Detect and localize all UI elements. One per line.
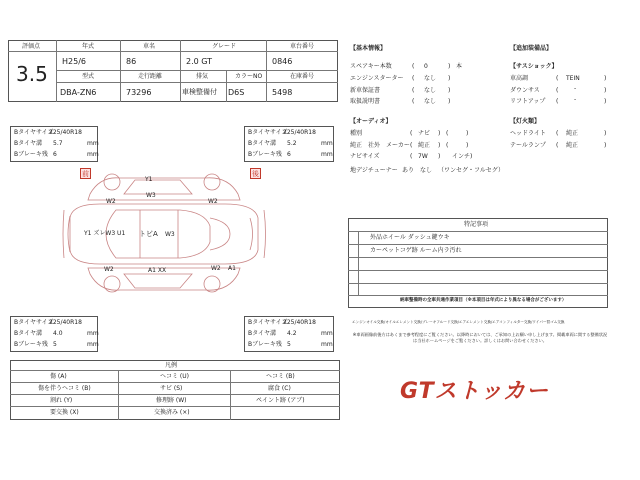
- transmission-value: D6S: [228, 88, 245, 97]
- legend-item: サビ (S): [160, 385, 183, 392]
- audio-maker-value: 純正: [418, 142, 431, 149]
- tire-size-label: Bタイヤサイズ: [248, 129, 288, 136]
- tire-depth-value: 4.0: [53, 330, 63, 337]
- score-label: 評価点: [22, 43, 41, 50]
- audio-maker-label: 純正 社外 メーカー: [350, 142, 410, 149]
- rear-tag: 後: [252, 170, 259, 178]
- legend-item: 傷を伴うヘコミ (B): [38, 385, 91, 392]
- tire-size-value: 225/40R18: [49, 129, 82, 136]
- warranty-value: なし: [424, 87, 437, 94]
- brake-unit: mm: [321, 151, 333, 158]
- liftup-value: -: [574, 96, 577, 103]
- chassis-label: 車台番号: [290, 43, 315, 50]
- front-tag: 前: [82, 170, 89, 178]
- model-label: 車名: [143, 43, 156, 50]
- legend-item: ペイント跡 (アブ): [256, 397, 305, 404]
- damage-mark: トビA: [139, 230, 158, 238]
- year-value: H25/6: [62, 57, 86, 66]
- damage-mark: W2: [208, 198, 218, 205]
- brake-unit: mm: [321, 341, 333, 348]
- tire-box-rear-left: [10, 316, 98, 352]
- gt-stocker-logo: GTストッカー: [400, 379, 550, 404]
- starter-label: エンジンスターター: [350, 75, 404, 82]
- brake-label: Bブレーキ残: [248, 151, 282, 158]
- tire-depth-value: 5.2: [287, 140, 297, 147]
- audio-type-value: ナビ: [418, 130, 431, 137]
- taillamp-label: テールランプ: [510, 142, 546, 149]
- model-value: 86: [126, 57, 137, 66]
- brake-value: 5: [53, 341, 57, 348]
- tire-depth-label: Bタイヤ溝: [14, 140, 42, 147]
- wheel-front-left: [104, 174, 120, 190]
- taillamp-value: 純正: [566, 142, 579, 149]
- damage-mark: W3: [146, 192, 156, 199]
- tire-depth-label: Bタイヤ溝: [14, 330, 42, 337]
- options-title: 【追加装備品】: [510, 45, 553, 52]
- coilover-label: 車高調: [510, 75, 529, 82]
- nav-size-value: 7W: [418, 153, 428, 160]
- tire-depth-unit: mm: [321, 330, 333, 337]
- basic-info-title: 【基本情報】: [350, 45, 387, 52]
- audio-type-label: 種別: [350, 130, 363, 137]
- coilover-value: TEIN: [566, 75, 580, 82]
- digital-tuner-types: （ワンセグ・フルセグ）: [438, 167, 504, 174]
- inspection-label: 車検整備付: [182, 88, 217, 96]
- brake-value: 6: [287, 151, 291, 158]
- legend-item: 腐食 (C): [268, 385, 291, 392]
- score-value: 3.5: [16, 62, 48, 86]
- warranty-label: 新車保証書: [350, 87, 381, 94]
- tire-size-label: Bタイヤサイズ: [248, 319, 288, 326]
- special-note-line: カーペットコゲ跡 ルーム内ラ汚れ: [370, 247, 462, 254]
- tire-box-rear-right: [244, 316, 334, 352]
- special-note-line: 外品ホイール ダッシュ鍵ウキ: [370, 234, 450, 241]
- type-label: 型式: [82, 73, 95, 80]
- damage-mark: A1 XX: [148, 267, 167, 274]
- stock-no-label: 在庫番号: [290, 73, 315, 80]
- lights-title: 【灯火類】: [510, 118, 541, 125]
- displacement-label: 排気: [196, 73, 209, 80]
- legend-item: ヘコミ (B): [266, 373, 295, 380]
- damage-mark: Y1: [145, 176, 153, 183]
- spare-key-unit: 本: [456, 63, 463, 70]
- mileage-label: 走行距離: [138, 73, 163, 80]
- special-notes-footer-title: 納車整備時の全車共通作業項目（※本項目は年式により異なる場合がございます）: [400, 298, 567, 303]
- legend-item: 要交換 (X): [50, 409, 79, 416]
- wheel-front-right: [204, 174, 220, 190]
- spare-key-label: スペアキー本数: [350, 63, 392, 70]
- tire-depth-unit: mm: [87, 140, 99, 147]
- tire-size-label: Bタイヤサイズ: [14, 319, 54, 326]
- spare-key-value: 0: [424, 63, 428, 70]
- grade-value: 2.0 GT: [186, 57, 213, 66]
- damage-mark: W2: [104, 266, 114, 273]
- type-value: DBA-ZN6: [60, 88, 97, 97]
- damage-mark: Y1 ズレW3 U1: [84, 230, 126, 237]
- legend-item: 修理跡 (W): [156, 397, 187, 404]
- stock-no-value: 5498: [272, 88, 293, 97]
- legend-item: 傷 (A): [50, 373, 67, 380]
- downsus-label: ダウンサス: [510, 87, 540, 94]
- year-label: 年式: [82, 43, 95, 50]
- legend-item: ヘコミ (U): [160, 373, 189, 380]
- tire-size-value: 225/40R18: [283, 129, 316, 136]
- brake-unit: mm: [87, 341, 99, 348]
- tire-box-front-right: [244, 126, 334, 162]
- downsus-value: -: [574, 85, 577, 92]
- legend-item: 交換済み (×): [154, 409, 190, 416]
- legend-item: 割れ (Y): [50, 397, 73, 404]
- suspension-title: 【サスショック】: [510, 63, 558, 70]
- brake-value: 5: [287, 341, 291, 348]
- damage-mark: A1: [228, 265, 236, 272]
- starter-value: なし: [424, 75, 437, 82]
- tire-depth-label: Bタイヤ溝: [248, 140, 276, 147]
- brake-label: Bブレーキ残: [14, 341, 48, 348]
- damage-mark: W2: [211, 265, 221, 272]
- nav-size-unit: インチ: [452, 153, 471, 160]
- headlight-value: 純正: [566, 130, 579, 137]
- liftup-label: リフトアップ: [510, 98, 546, 105]
- tire-depth-unit: mm: [87, 330, 99, 337]
- digital-tuner-label: 地デジチューナー: [350, 167, 398, 174]
- damage-mark: W3: [165, 231, 175, 238]
- brake-unit: mm: [87, 151, 99, 158]
- manual-label: 取扱説明書: [350, 98, 381, 105]
- tire-depth-label: Bタイヤ溝: [248, 330, 276, 337]
- brake-label: Bブレーキ残: [248, 341, 282, 348]
- grade-label: グレード: [212, 43, 237, 50]
- tire-depth-unit: mm: [321, 140, 333, 147]
- special-notes-footer-items: エンジンオイル交換/オイルエレメント交換/ブレーキフルード交換/エアエレメント交換/エアコンフィルター交換/ワイパー替ゴム交換: [352, 320, 565, 324]
- brake-value: 6: [53, 151, 57, 158]
- audio-title: 【オーディオ】: [350, 118, 392, 125]
- special-notes-title: 特記事項: [464, 221, 489, 228]
- brake-label: Bブレーキ残: [14, 151, 48, 158]
- tire-depth-value: 4.2: [287, 330, 297, 337]
- chassis-value: 0846: [272, 57, 293, 66]
- color-no-label: カラーNO: [235, 73, 263, 80]
- tire-box-front-left: [10, 126, 98, 162]
- tire-size-value: 225/40R18: [49, 319, 82, 326]
- legend-title: 凡例: [165, 362, 178, 369]
- special-notes-notice: ※車両画像前後方はあくまで参考程度にご覧ください。以降時においては、ご承知の上お願い申し上げます。掲載車両に関する整備状況は当社ホームページをご覧ください。詳しくはお問い合わせください。: [352, 332, 608, 343]
- tire-depth-value: 5.7: [53, 140, 63, 147]
- tire-size-label: Bタイヤサイズ: [14, 129, 54, 136]
- tire-size-value: 225/40R18: [283, 319, 316, 326]
- headlight-label: ヘッドライト: [510, 130, 546, 137]
- digital-tuner-options: あり なし: [402, 167, 433, 174]
- mileage-value: 73296: [126, 88, 152, 97]
- nav-size-label: ナビサイズ: [350, 153, 380, 160]
- manual-value: なし: [424, 98, 437, 105]
- damage-mark: W2: [106, 198, 116, 205]
